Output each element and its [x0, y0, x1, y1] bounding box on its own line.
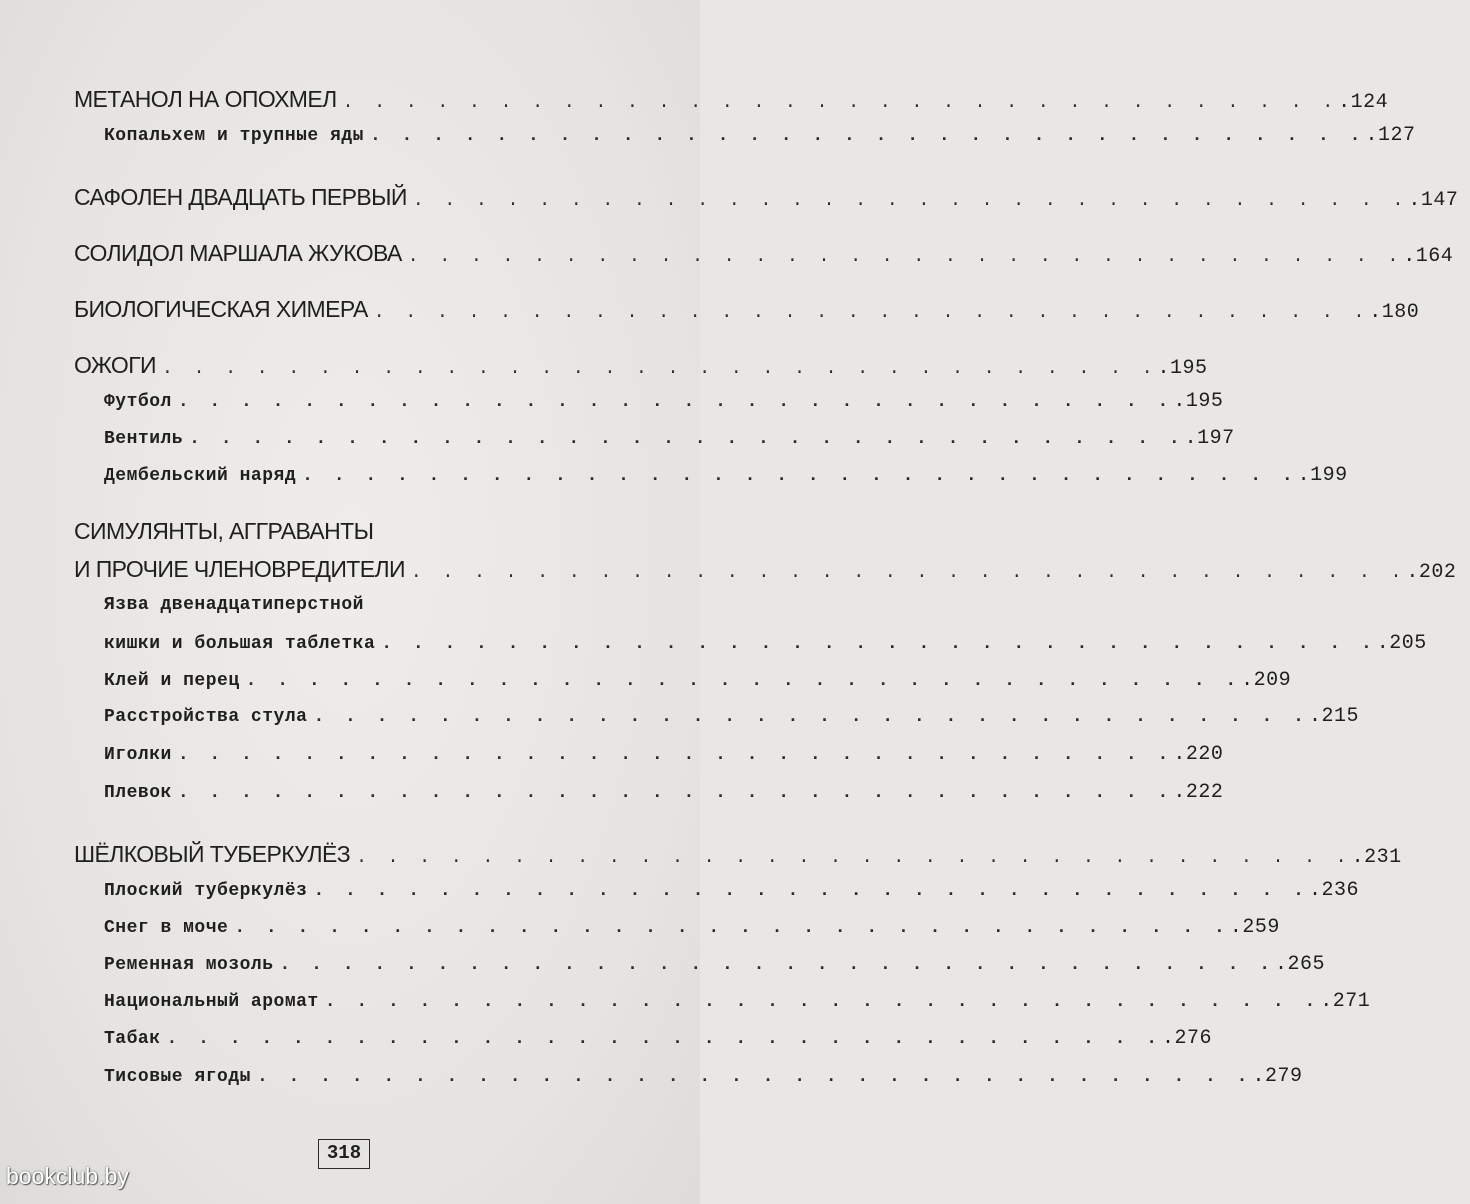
dot-leader: . . . . . . . . . . . . . . . . . . . . . . . . . . . . . . . . [234, 918, 1230, 938]
dot-leader: . . . . . . . . . . . . . . . . . . . . . . . . . . . . . . . . [342, 93, 1339, 113]
dot-leader: . . . . . . . . . . . . . . . . . . . . . . . . . . . . . . . . [279, 955, 1276, 975]
dot-leader: . . . . . . . . . . . . . . . . . . . . . . . . . . . . . . . . [373, 303, 1370, 323]
toc-entry-title: СИМУЛЯНТЫ, АГГРАВАНТЫ [74, 518, 374, 544]
toc-entry [0, 86, 1389, 120]
dot-leader: . . . . . . . . . . . . . . . . . . . . . . . . . . . . . . . . [189, 429, 1185, 449]
toc-entry-title: ШЁЛКОВЫЙ ТУБЕРКУЛЁЗ [74, 841, 351, 867]
toc-entry [0, 390, 1224, 424]
toc-entry-title: МЕТАНОЛ НА ОПОХМЕЛ [74, 86, 337, 112]
toc-entry [0, 841, 1402, 875]
toc-entry-page: .180 [1369, 301, 1420, 324]
toc-entry-title: Вентиль [104, 429, 184, 449]
toc-entry-page: .265 [1275, 953, 1326, 976]
toc-entry-page: .127 [1365, 124, 1416, 147]
toc-entry [0, 464, 1348, 498]
toc-entry-page: .164 [1403, 245, 1454, 268]
toc-entry-page: .205 [1376, 632, 1427, 655]
toc-entry-title: Копальхем и трупные яды [104, 126, 364, 146]
toc-entry-page: .259 [1229, 916, 1280, 939]
dot-leader: . . . . . . . . . . . . . . . . . . . . . . . . . . . . . . . . [256, 1067, 1253, 1087]
toc-entry [0, 124, 1416, 158]
toc-entry [0, 916, 1280, 950]
site-watermark: bookclub.by [6, 1163, 129, 1189]
toc-entry-page: .279 [1252, 1065, 1303, 1088]
page-number-box: 318 [318, 1139, 370, 1169]
toc-entry-title: Тисовые ягоды [104, 1067, 251, 1087]
toc-entry-page: .271 [1320, 990, 1371, 1013]
toc-entry-page: .215 [1308, 705, 1359, 728]
dot-leader: . . . . . . . . . . . . . . . . . . . . . . . . . . . . . . . . [381, 634, 1377, 654]
toc-entry-title: Плоский туберкулёз [104, 881, 308, 901]
dot-leader: . . . . . . . . . . . . . . . . . . . . . . . . . . . . . . . . [412, 191, 1409, 211]
toc-entry-title: Клей и перец [104, 671, 240, 691]
toc-entry [0, 427, 1235, 461]
dot-leader: . . . . . . . . . . . . . . . . . . . . . . . . . . . . . . . . [162, 359, 1158, 379]
toc-entry-title: Национальный аромат [104, 992, 319, 1012]
toc-entry [0, 595, 804, 629]
toc-entry [0, 296, 1420, 330]
toc-entry-page: .195 [1157, 357, 1208, 380]
toc-entry [0, 184, 1459, 218]
toc-entry [0, 990, 1371, 1024]
toc-entry [0, 556, 1457, 590]
toc-entry [0, 781, 1224, 815]
toc-entry [0, 352, 1208, 386]
toc-entry-page: .124 [1338, 91, 1389, 114]
toc-entry-title: Ременная мозоль [104, 955, 274, 975]
toc-entry-title: БИОЛОГИЧЕСКАЯ ХИМЕРА [74, 296, 368, 322]
dot-leader: . . . . . . . . . . . . . . . . . . . . . . . . . . . . . . . . [302, 466, 1298, 486]
toc-entry-page: .202 [1406, 561, 1457, 584]
toc-entry-title: кишки и большая таблетка [104, 634, 376, 654]
toc-entry-page: .222 [1173, 781, 1224, 804]
toc-entry [0, 1065, 1303, 1099]
dot-leader: . . . . . . . . . . . . . . . . . . . . . . . . . . . . . . . . [410, 563, 1407, 583]
toc-entry [0, 879, 1359, 913]
toc-entry [0, 240, 1454, 274]
toc-entry [0, 518, 774, 552]
toc-entry-title: ОЖОГИ [74, 352, 156, 378]
toc-entry-page: .197 [1184, 427, 1235, 450]
toc-entry-page: .195 [1173, 390, 1224, 413]
toc-entry [0, 705, 1359, 739]
toc-entry-title: СОЛИДОЛ МАРШАЛА ЖУКОВА [74, 240, 402, 266]
toc-entry-title: И ПРОЧИЕ ЧЛЕНОВРЕДИТЕЛИ [74, 556, 405, 582]
toc-entry-page: .199 [1297, 464, 1348, 487]
toc-entry-title: Табак [104, 1029, 161, 1049]
toc-entry-page: .220 [1173, 743, 1224, 766]
dot-leader: . . . . . . . . . . . . . . . . . . . . . . . . . . . . . . . . [177, 745, 1174, 765]
toc-entry-page: .209 [1241, 669, 1292, 692]
dot-leader: . . . . . . . . . . . . . . . . . . . . . . . . . . . . . . . . [166, 1029, 1163, 1049]
dot-leader: . . . . . . . . . . . . . . . . . . . . . . . . . . . . . . . . [356, 848, 1352, 868]
toc-entry-title: Расстройства стула [104, 707, 308, 727]
dot-leader: . . . . . . . . . . . . . . . . . . . . . . . . . . . . . . . . [324, 992, 1321, 1012]
toc-entry-title: Иголки [104, 745, 172, 765]
toc-entry [0, 632, 1427, 666]
toc-entry-title: Футбол [104, 392, 172, 412]
toc-entry-title: Язва двенадцатиперстной [104, 595, 364, 615]
dot-leader: . . . . . . . . . . . . . . . . . . . . . . . . . . . . . . . . [177, 783, 1174, 803]
dot-leader: . . . . . . . . . . . . . . . . . . . . . . . . . . . . . . . . [245, 671, 1242, 691]
toc-entry [0, 743, 1224, 777]
dot-leader: . . . . . . . . . . . . . . . . . . . . . . . . . . . . . . . . [407, 247, 1404, 267]
toc-entry [0, 953, 1326, 987]
dot-leader: . . . . . . . . . . . . . . . . . . . . . . . . . . . . . . . . [313, 881, 1309, 901]
toc-entry-page: .231 [1351, 846, 1402, 869]
toc-entry [0, 1027, 1213, 1061]
toc-entry-title: САФОЛЕН ДВАДЦАТЬ ПЕРВЫЙ [74, 184, 407, 210]
dot-leader: . . . . . . . . . . . . . . . . . . . . . . . . . . . . . . . . [177, 392, 1174, 412]
toc-entry-title: Плевок [104, 783, 172, 803]
toc-entry-page: .147 [1408, 189, 1459, 212]
toc-entry [0, 669, 1292, 703]
dot-leader: . . . . . . . . . . . . . . . . . . . . . . . . . . . . . . . . [313, 707, 1309, 727]
toc-entry-page: .236 [1308, 879, 1359, 902]
toc-entry-page: .276 [1162, 1027, 1213, 1050]
toc-entry-title: Снег в моче [104, 918, 229, 938]
dot-leader: . . . . . . . . . . . . . . . . . . . . . . . . . . . . . . . . [369, 126, 1366, 146]
toc-entry-title: Дембельский наряд [104, 466, 297, 486]
